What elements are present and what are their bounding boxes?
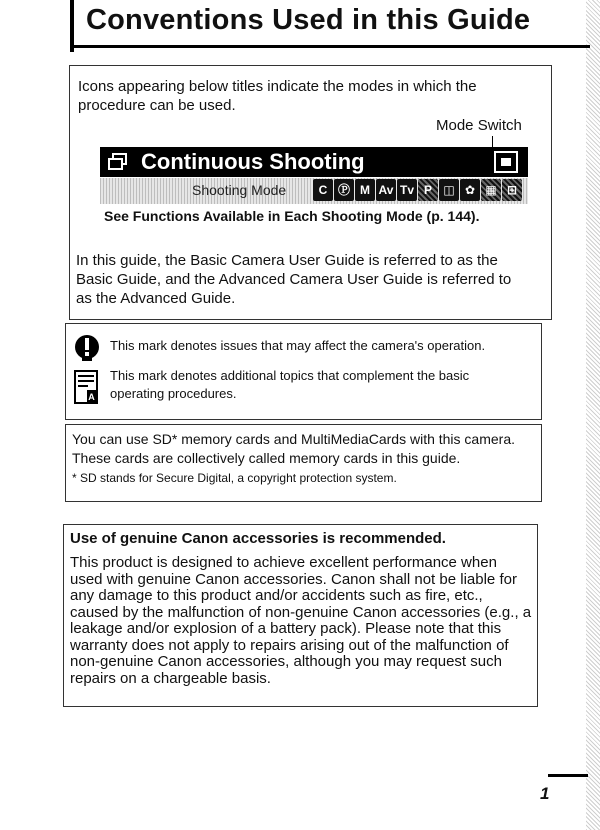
svg-text:A: A bbox=[88, 392, 95, 402]
see-reference: See Functions Available in Each Shooting Mode (p. 144). bbox=[104, 208, 480, 224]
accessories-box bbox=[63, 524, 538, 707]
page-number: 1 bbox=[540, 784, 550, 803]
guide-text-line-1: In this guide, the Basic Camera User Guide is referred to as the bbox=[76, 252, 498, 269]
mode-m-icon: M bbox=[355, 179, 375, 201]
memory-card-box bbox=[65, 424, 542, 502]
note-icon bbox=[74, 370, 98, 404]
continuous-shooting-icon bbox=[108, 153, 128, 171]
accessories-body: This product is designed to achieve excellent performance when used with genuine Canon accessories. Canon shall not be liable for any damage to this product and/or accidents such as fire, etc., caused by the malfunction of non-genuine Canon accessories (e.g., a leakage and/or explosion of a battery pack). Please note that this warranty does not apply to repairs arising out of the malfunction of non-genuine Canon accessories, although you may request such repairs on a chargeable basis. bbox=[70, 554, 532, 687]
mode-stitch-icon: ◫ bbox=[439, 179, 459, 201]
caution-text: This mark denotes issues that may affect the camera's operation. bbox=[110, 338, 486, 353]
mode-icon-strip bbox=[313, 178, 528, 204]
guide-text-line-2: Basic Guide, and the Advanced Camera User Guide is referred to bbox=[76, 271, 512, 288]
mode-av-icon: Av bbox=[376, 179, 396, 201]
mode-tv-icon: Tv bbox=[397, 179, 417, 201]
memory-footnote: * SD stands for Secure Digital, a copyright protection system. bbox=[72, 471, 397, 485]
demo-mode-label: Shooting Mode bbox=[192, 182, 287, 198]
memory-text-line-2: These cards are collectively called memory cards in this guide. bbox=[72, 450, 461, 466]
page-title: Conventions Used in this Guide bbox=[86, 4, 531, 36]
mode-macro-icon: ✿ bbox=[460, 179, 480, 201]
page-number-rule bbox=[548, 774, 588, 777]
page-header bbox=[70, 0, 590, 52]
mode-movie-icon: ⊞ bbox=[502, 179, 522, 201]
demo-title: Continuous Shooting bbox=[141, 149, 365, 174]
guide-text-line-3: as the Advanced Guide. bbox=[76, 290, 236, 307]
mode-program-icon: P bbox=[418, 179, 438, 201]
accessories-heading: Use of genuine Canon accessories is recommended. bbox=[70, 530, 446, 547]
camera-mode-icon bbox=[494, 151, 518, 173]
page-edge-pattern bbox=[586, 0, 600, 830]
conventions-box bbox=[69, 65, 552, 320]
memory-text-line-1: You can use SD* memory cards and MultiMediaCards with this camera. bbox=[72, 431, 516, 447]
demo-mode-row bbox=[100, 178, 528, 204]
mode-p-icon: Ⓟ bbox=[334, 179, 354, 201]
mode-scene-icon: ▦ bbox=[481, 179, 501, 201]
note-text: This mark denotes additional topics that complement the basic operating procedures. bbox=[110, 368, 470, 401]
title-underline bbox=[70, 45, 590, 48]
mode-c-icon: C bbox=[313, 179, 333, 201]
mode-switch-label: Mode Switch bbox=[436, 117, 522, 134]
caution-icon bbox=[74, 334, 100, 362]
marks-box bbox=[65, 323, 542, 420]
intro-text: Icons appearing below titles indicate the modes in which the procedure can be used. bbox=[78, 78, 477, 114]
demo-title-bar bbox=[100, 147, 528, 177]
